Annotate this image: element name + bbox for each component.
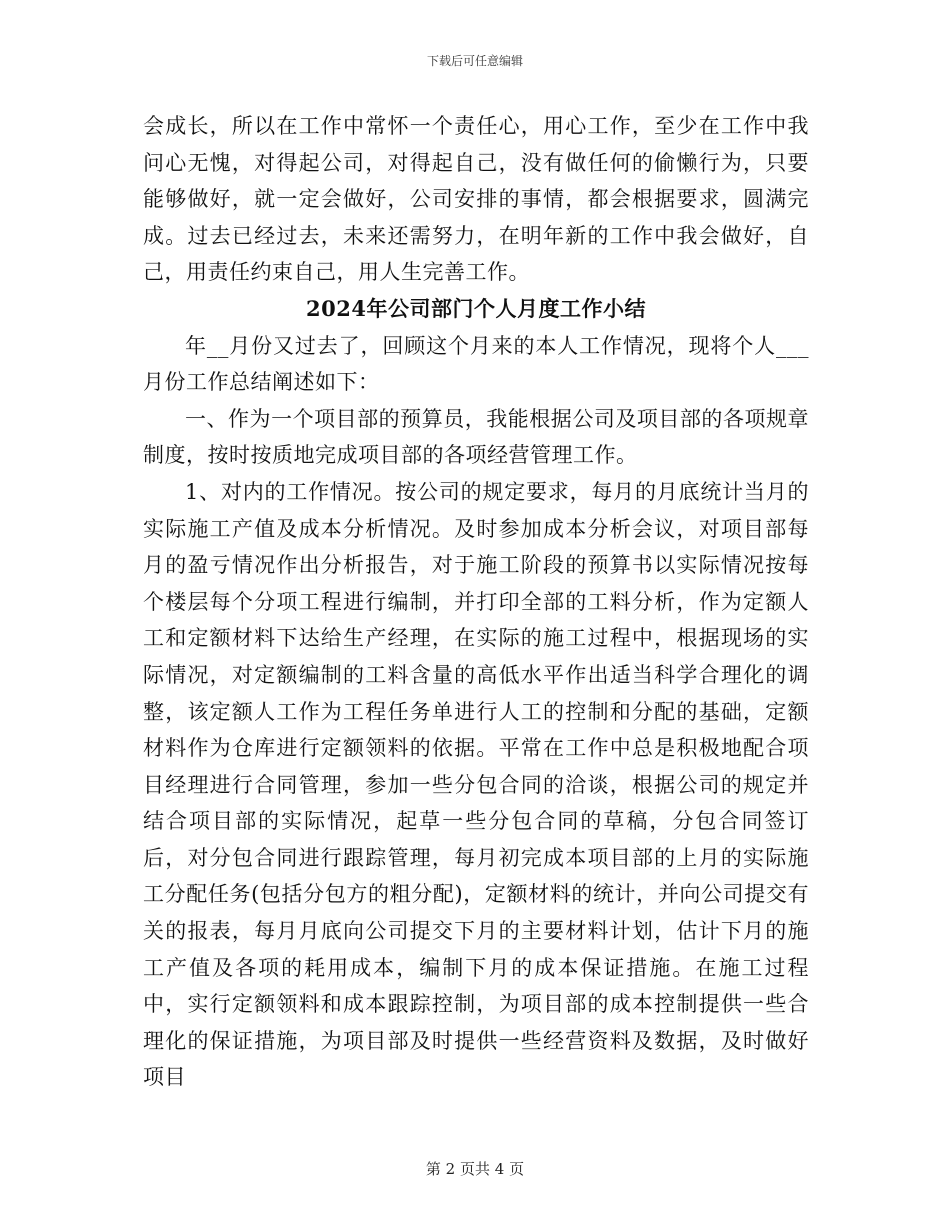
paragraph-1: 年__月份又过去了，回顾这个月来的本人工作情况，现将个人___月份工作总结阐述如下： bbox=[143, 333, 809, 395]
document-body bbox=[143, 108, 809, 1096]
page-footer: 第 2 页共 4 页 bbox=[425, 1160, 525, 1178]
paragraph-2: 一、作为一个项目部的预算员，我能根据公司及项目部的各项规章制度，按时按质地完成项目部的各项经营管理工作。 bbox=[143, 406, 809, 468]
document-title: 2024年公司部门个人月度工作小结 bbox=[306, 295, 646, 321]
paragraph-3: 1、对内的工作情况。按公司的规定要求，每月的月底统计当月的实际施工产值及成本分析情况。及时参加成本分析会议，对项目部每月的盈亏情况作出分析报告，对于施工阶段的预算书以实际情况按每个楼层每个分项工程进行编制，并打印全部的工料分析，作为定额人工和定额材料下达给生产经理，在实际的施工过程中，根据现场的实际情况，对定额编制的工料含量的高低水平作出适当科学合理化的调整，该定额人工作为工程任务单进行人工的控制和分配的基础，定额材料作为仓库进行定额领料的依据。平常在工作中总是积极地配合项目经理进行合同管理，参加一些分包合同的洽谈，根据公司的规定并结合项目部的实际情况，起草一些分包合同的草稿，分包合同签订后，对分包合同进行跟踪管理，每月初完成本项目部的上月的实际施工分配任务(包括分包方的粗分配)，定额材料的统计，并向公司提交有关的报表，每月月底向公司提交下月的主要材料计划，估计下月的施工产值及各项的耗用成本，编制下月的成本保证措施。在施工过程中，实行定额领料和成本跟踪控制，为项目部的成本控制提供一些合理化的保证措施，为项目部及时提供一些经营资料及数据，及时做好项目 bbox=[143, 479, 809, 1090]
intro-paragraph: 会成长，所以在工作中常怀一个责任心，用心工作，至少在工作中我问心无愧，对得起公司，对得起自己，没有做任何的偷懒行为，只要能够做好，就一定会做好，公司安排的事情，都会根据要求，圆满完成。过去已经过去，未来还需努力，在明年新的工作中我会做好，自己，用责任约束自己，用人生完善工作。 bbox=[143, 114, 809, 285]
page-header: 下载后可任意编辑 bbox=[426, 54, 523, 68]
